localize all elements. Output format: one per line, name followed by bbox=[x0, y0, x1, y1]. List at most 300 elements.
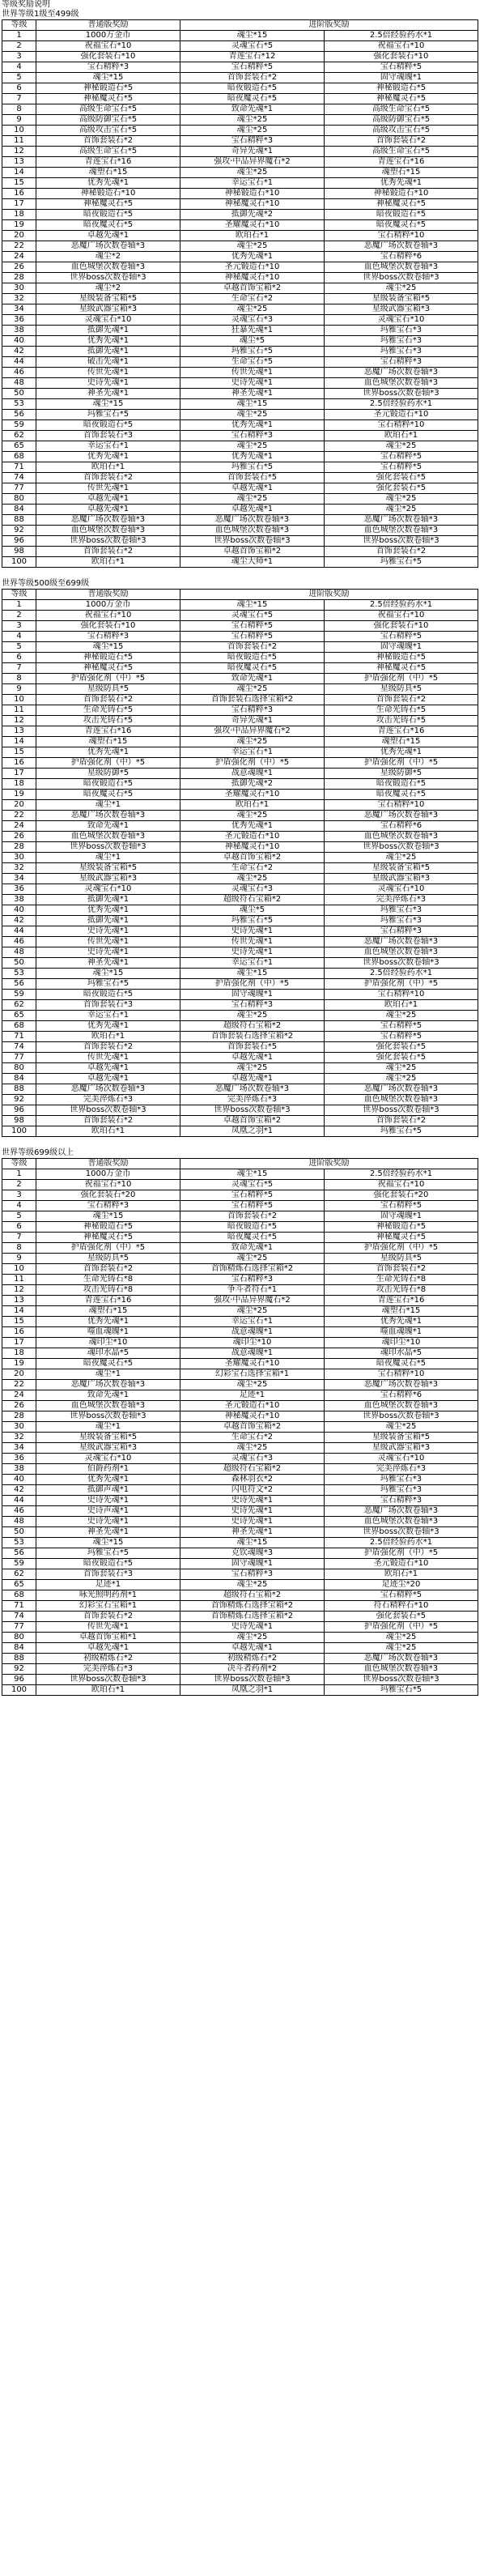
advanced-reward-cell: 战意魂魄*1 bbox=[180, 769, 325, 779]
level-cell: 42 bbox=[2, 916, 36, 926]
table-row bbox=[2, 958, 478, 969]
level-cell: 92 bbox=[2, 1095, 36, 1105]
advanced-reward-cell: 圣耀魔灵石*10 bbox=[180, 220, 325, 231]
normal-reward-cell: 幻彩宝石宝箱*1 bbox=[36, 1601, 180, 1612]
table-row bbox=[2, 1233, 478, 1243]
normal-reward-cell: 星级防具*5 bbox=[36, 1254, 180, 1264]
advanced-reward-cell: 欧珀石*1 bbox=[180, 231, 325, 241]
advanced-reward-cell: 首饰套装石*2 bbox=[325, 547, 478, 557]
table-row bbox=[2, 811, 478, 821]
reward-table bbox=[2, 1158, 478, 1696]
advanced-reward-cell: 完美淬炼石*3 bbox=[180, 1095, 325, 1105]
level-cell: 4 bbox=[2, 62, 36, 73]
normal-reward-cell: 首饰套装石*2 bbox=[36, 1116, 180, 1126]
normal-reward-cell: 卓越先魂*1 bbox=[36, 1063, 180, 1074]
level-cell: 100 bbox=[2, 557, 36, 568]
table-row bbox=[2, 990, 478, 1000]
table-row bbox=[2, 104, 478, 115]
table-row bbox=[2, 1527, 478, 1538]
normal-reward-cell: 青莲宝石*16 bbox=[36, 726, 180, 737]
advanced-reward-cell: 血色城堡次数卷轴*3 bbox=[325, 832, 478, 842]
level-cell: 30 bbox=[2, 853, 36, 863]
table-row bbox=[2, 1664, 478, 1675]
advanced-reward-cell: 圣元锻造石*10 bbox=[325, 410, 478, 420]
table-row bbox=[2, 916, 478, 926]
level-cell: 15 bbox=[2, 178, 36, 189]
table-row bbox=[2, 326, 478, 336]
table-row bbox=[2, 336, 478, 347]
level-cell: 5 bbox=[2, 642, 36, 653]
advanced-reward-cell: 玛雅宝石*3 bbox=[325, 1485, 478, 1496]
table-row bbox=[2, 1275, 478, 1285]
table-row bbox=[2, 1443, 478, 1454]
advanced-reward-cell: 欧珀石*1 bbox=[325, 1000, 478, 1011]
level-cell: 16 bbox=[2, 1327, 36, 1338]
advanced-reward-cell: 优秀先魂*1 bbox=[325, 178, 478, 189]
advanced-reward-cell: 超级符石宝箱*2 bbox=[180, 1021, 325, 1032]
normal-reward-cell: 血色城堡次数卷轴*3 bbox=[36, 832, 180, 842]
advanced-reward-cell: 闪电符文*2 bbox=[180, 1485, 325, 1496]
level-cell: 59 bbox=[2, 990, 36, 1000]
normal-reward-cell: 暗夜魔灵石*5 bbox=[36, 790, 180, 800]
normal-reward-cell: 史诗先魂*1 bbox=[36, 1496, 180, 1506]
level-cell: 42 bbox=[2, 1485, 36, 1496]
normal-reward-cell: 史诗先魂*1 bbox=[36, 926, 180, 937]
normal-reward-cell: 卓越首饰宝箱*1 bbox=[36, 1633, 180, 1643]
advanced-reward-cell: 强攻·中品异界魔石*2 bbox=[180, 726, 325, 737]
advanced-reward-cell: 足迹*1 bbox=[180, 1390, 325, 1401]
level-cell: 46 bbox=[2, 1506, 36, 1517]
advanced-reward-cell: 魂尘*5 bbox=[180, 905, 325, 916]
advanced-reward-cell: 史诗先魂*1 bbox=[180, 1506, 325, 1517]
table-row bbox=[2, 1485, 478, 1496]
level-cell: 26 bbox=[2, 262, 36, 273]
advanced-reward-cell: 魂尘*25 bbox=[180, 115, 325, 126]
advanced-reward-cell: 魂尘*25 bbox=[180, 441, 325, 452]
normal-reward-cell: 首饰套装石*3 bbox=[36, 431, 180, 441]
table-row bbox=[2, 758, 478, 769]
advanced-reward-cell: 魂印水晶*5 bbox=[325, 1348, 478, 1359]
level-cell: 84 bbox=[2, 1643, 36, 1654]
table-row bbox=[2, 1475, 478, 1485]
table-row bbox=[2, 979, 478, 990]
table-row bbox=[2, 1369, 478, 1380]
table-row bbox=[2, 1633, 478, 1643]
advanced-reward-cell: 世界boss次数卷轴*3 bbox=[325, 1675, 478, 1685]
table-row bbox=[2, 1580, 478, 1590]
table-row bbox=[2, 1063, 478, 1074]
level-cell: 20 bbox=[2, 800, 36, 811]
normal-reward-cell: 抵御先魂*1 bbox=[36, 347, 180, 357]
normal-reward-cell: 史诗先魂*1 bbox=[36, 947, 180, 958]
advanced-reward-cell: 宝石精粹*10 bbox=[325, 231, 478, 241]
table-row bbox=[2, 1422, 478, 1433]
level-cell: 13 bbox=[2, 1296, 36, 1306]
advanced-reward-cell: 卓越首饰宝箱*2 bbox=[180, 283, 325, 294]
advanced-reward-cell: 护盾强化剂（中）*5 bbox=[180, 979, 325, 990]
advanced-reward-cell: 致命先魂*1 bbox=[180, 104, 325, 115]
table-row bbox=[2, 41, 478, 52]
advanced-reward-cell: 暗夜锻造石*5 bbox=[325, 210, 478, 220]
advanced-reward-cell: 圣元锻造石*10 bbox=[180, 1401, 325, 1411]
normal-reward-cell: 生命光铸石*5 bbox=[36, 705, 180, 716]
level-cell: 68 bbox=[2, 452, 36, 462]
advanced-reward-cell: 魂尘*25 bbox=[325, 505, 478, 515]
advanced-reward-cell: 宝石精粹*10 bbox=[325, 420, 478, 431]
advanced-reward-cell: 欧珀石*1 bbox=[325, 1569, 478, 1580]
advanced-reward-cell: 宝石精粹*5 bbox=[180, 632, 325, 642]
normal-reward-cell: 青莲宝石*16 bbox=[36, 1296, 180, 1306]
normal-reward-cell: 魂尘*15 bbox=[36, 969, 180, 979]
advanced-reward-cell: 护盾强化剂（中）*5 bbox=[325, 1243, 478, 1254]
advanced-reward-cell: 灵魂宝石*10 bbox=[325, 1454, 478, 1464]
table-row bbox=[2, 1285, 478, 1296]
level-cell: 30 bbox=[2, 1422, 36, 1433]
advanced-reward-cell: 血色城堡次数卷轴*3 bbox=[325, 1401, 478, 1411]
advanced-reward-cell: 宝石精粹*3 bbox=[180, 1000, 325, 1011]
normal-reward-cell: 首饰套装石*2 bbox=[36, 1042, 180, 1053]
level-cell: 24 bbox=[2, 1390, 36, 1401]
table-row bbox=[2, 557, 478, 568]
level-cell: 5 bbox=[2, 1211, 36, 1222]
level-cell: 28 bbox=[2, 1411, 36, 1422]
advanced-reward-cell: 魂塑石*15 bbox=[325, 168, 478, 178]
table-row bbox=[2, 1306, 478, 1317]
advanced-reward-cell: 固守魂魄*1 bbox=[325, 73, 478, 83]
advanced-reward-cell: 暗夜魔灵石*5 bbox=[180, 1233, 325, 1243]
advanced-reward-cell: 护盾强化剂（中）*5 bbox=[325, 1622, 478, 1633]
advanced-reward-cell: 宝石精粹*5 bbox=[325, 62, 478, 73]
advanced-reward-cell: 世界boss次数卷轴*3 bbox=[325, 273, 478, 283]
level-cell: 80 bbox=[2, 494, 36, 505]
advanced-reward-cell: 首饰套装石*2 bbox=[325, 136, 478, 147]
level-cell: 50 bbox=[2, 389, 36, 399]
table-row bbox=[2, 73, 478, 83]
advanced-reward-cell: 卓越首饰宝箱*2 bbox=[180, 547, 325, 557]
level-cell: 26 bbox=[2, 832, 36, 842]
advanced-reward-cell: 血色城堡次数卷轴*3 bbox=[325, 947, 478, 958]
level-cell: 44 bbox=[2, 926, 36, 937]
advanced-reward-cell: 世界boss次数卷轴*3 bbox=[180, 1675, 325, 1685]
advanced-reward-cell: 超级符石宝箱*2 bbox=[180, 1590, 325, 1601]
advanced-reward-cell: 决斗者药剂*2 bbox=[180, 1664, 325, 1675]
advanced-reward-cell: 神秘魔灵石*5 bbox=[325, 199, 478, 210]
level-cell: 38 bbox=[2, 1464, 36, 1475]
normal-reward-cell: 魂尘*15 bbox=[36, 73, 180, 83]
table-row bbox=[2, 600, 478, 611]
table-row bbox=[2, 262, 478, 273]
normal-reward-cell: 魂尘*15 bbox=[36, 399, 180, 410]
advanced-reward-cell: 宝石精粹*5 bbox=[180, 62, 325, 73]
normal-reward-cell: 优秀先魂*1 bbox=[36, 747, 180, 758]
table-row bbox=[2, 431, 478, 441]
advanced-reward-cell: 灵魂宝石*5 bbox=[180, 1180, 325, 1190]
advanced-reward-cell: 宝石精粹*5 bbox=[180, 1201, 325, 1211]
normal-reward-cell: 神秘魔灵石*5 bbox=[36, 1233, 180, 1243]
advanced-reward-cell: 魂尘*25 bbox=[180, 874, 325, 884]
normal-reward-cell: 血色城堡次数卷轴*3 bbox=[36, 262, 180, 273]
table-row bbox=[2, 1559, 478, 1569]
table-row bbox=[2, 378, 478, 389]
level-cell: 77 bbox=[2, 1053, 36, 1063]
level-cell: 2 bbox=[2, 611, 36, 621]
table-row bbox=[2, 147, 478, 157]
level-cell: 14 bbox=[2, 168, 36, 178]
level-cell: 17 bbox=[2, 1338, 36, 1348]
normal-reward-cell: 完美淬炼石*3 bbox=[36, 1095, 180, 1105]
advanced-reward-cell: 卓越首饰宝箱*2 bbox=[180, 1422, 325, 1433]
table-row bbox=[2, 663, 478, 674]
table-row bbox=[2, 452, 478, 462]
table-row bbox=[2, 632, 478, 642]
advanced-reward-cell: 宝石精粹*3 bbox=[325, 1496, 478, 1506]
advanced-reward-cell: 血色城堡次数卷轴*3 bbox=[325, 1517, 478, 1527]
level-cell: 22 bbox=[2, 241, 36, 252]
table-row bbox=[2, 462, 478, 473]
level-cell: 1 bbox=[2, 1169, 36, 1180]
advanced-reward-cell: 史诗先魂*1 bbox=[180, 947, 325, 958]
table-header-row bbox=[2, 1159, 478, 1169]
table-row bbox=[2, 315, 478, 326]
level-cell: 59 bbox=[2, 1559, 36, 1569]
advanced-reward-cell: 魂尘*25 bbox=[180, 1380, 325, 1390]
level-cell: 12 bbox=[2, 716, 36, 726]
advanced-reward-cell: 强化套装石*20 bbox=[325, 1190, 478, 1201]
normal-reward-cell: 抵御先魂*1 bbox=[36, 916, 180, 926]
advanced-reward-cell: 宝石精粹*10 bbox=[325, 800, 478, 811]
normal-reward-cell: 宝石精粹*3 bbox=[36, 62, 180, 73]
level-cell: 24 bbox=[2, 252, 36, 262]
advanced-reward-cell: 足迹尘*20 bbox=[325, 1580, 478, 1590]
column-header: 进阶版奖励 bbox=[180, 20, 478, 31]
table-row bbox=[2, 821, 478, 832]
advanced-reward-cell: 星级装备宝箱*5 bbox=[325, 294, 478, 304]
advanced-reward-cell: 暗夜锻造石*5 bbox=[180, 83, 325, 94]
normal-reward-cell: 神秘魔灵石*5 bbox=[36, 199, 180, 210]
advanced-reward-cell: 欧珀石*1 bbox=[325, 431, 478, 441]
advanced-reward-cell: 血色城堡次数卷轴*3 bbox=[325, 378, 478, 389]
normal-reward-cell: 优秀先魂*1 bbox=[36, 905, 180, 916]
table-row bbox=[2, 1222, 478, 1233]
table-row bbox=[2, 621, 478, 632]
advanced-reward-cell: 卓越先魂*1 bbox=[180, 505, 325, 515]
advanced-reward-cell: 强化套装石*5 bbox=[325, 1612, 478, 1622]
advanced-reward-cell: 魂尘*25 bbox=[180, 241, 325, 252]
normal-reward-cell: 卓越先魂*1 bbox=[36, 1643, 180, 1654]
advanced-reward-cell: 首饰套装石选择宝箱*2 bbox=[180, 695, 325, 705]
table-row bbox=[2, 1685, 478, 1696]
table-row bbox=[2, 357, 478, 368]
advanced-reward-cell: 生命宝石*2 bbox=[180, 863, 325, 874]
advanced-reward-cell: 灵魂宝石*5 bbox=[180, 41, 325, 52]
normal-reward-cell: 首饰套装石*3 bbox=[36, 1000, 180, 1011]
normal-reward-cell: 首饰套装石*3 bbox=[36, 1569, 180, 1580]
normal-reward-cell: 玛雅宝石*5 bbox=[36, 410, 180, 420]
advanced-reward-cell: 首饰精炼石选择宝箱*2 bbox=[180, 1612, 325, 1622]
normal-reward-cell: 暗夜锻造石*5 bbox=[36, 990, 180, 1000]
table-row bbox=[2, 684, 478, 695]
advanced-reward-cell: 灵魂宝石*3 bbox=[180, 315, 325, 326]
level-cell: 98 bbox=[2, 1116, 36, 1126]
advanced-reward-cell: 灵魂宝石*3 bbox=[180, 884, 325, 895]
advanced-reward-cell: 玛雅宝石*5 bbox=[325, 1685, 478, 1696]
level-cell: 20 bbox=[2, 231, 36, 241]
level-cell: 34 bbox=[2, 1443, 36, 1454]
normal-reward-cell: 欧珀石*1 bbox=[36, 557, 180, 568]
advanced-reward-cell: 高级生命宝石*5 bbox=[325, 104, 478, 115]
level-cell: 3 bbox=[2, 621, 36, 632]
level-cell: 56 bbox=[2, 410, 36, 420]
table-row bbox=[2, 505, 478, 515]
normal-reward-cell: 传世先魂*1 bbox=[36, 1622, 180, 1633]
advanced-reward-cell: 暗夜锻造石*5 bbox=[180, 1222, 325, 1233]
normal-reward-cell: 神秘锻造石*10 bbox=[36, 189, 180, 199]
normal-reward-cell: 血色城堡次数卷轴*3 bbox=[36, 526, 180, 536]
advanced-reward-cell: 生命宝石*5 bbox=[180, 357, 325, 368]
advanced-reward-cell: 玛雅宝石*3 bbox=[325, 326, 478, 336]
normal-reward-cell: 神秘锻造石*5 bbox=[36, 83, 180, 94]
level-cell: 77 bbox=[2, 483, 36, 494]
advanced-reward-cell: 抵御先魂*2 bbox=[180, 779, 325, 790]
normal-reward-cell: 神秘锻造石*5 bbox=[36, 653, 180, 663]
advanced-reward-cell: 神秘魔灵石*10 bbox=[180, 199, 325, 210]
advanced-reward-cell: 玛雅宝石*3 bbox=[325, 916, 478, 926]
table-row bbox=[2, 842, 478, 853]
level-cell: 56 bbox=[2, 1548, 36, 1559]
normal-reward-cell: 星级装备宝箱*5 bbox=[36, 294, 180, 304]
advanced-reward-cell: 圣元锻造石*10 bbox=[180, 832, 325, 842]
advanced-reward-cell: 幻彩宝石选择宝箱*1 bbox=[180, 1369, 325, 1380]
column-header: 普通版奖励 bbox=[36, 20, 180, 31]
table-row bbox=[2, 252, 478, 262]
advanced-reward-cell: 优秀先魂*1 bbox=[325, 747, 478, 758]
normal-reward-cell: 神秘锻造石*5 bbox=[36, 1222, 180, 1233]
level-cell: 6 bbox=[2, 83, 36, 94]
table-row bbox=[2, 1517, 478, 1527]
advanced-reward-cell: 首饰套装石*2 bbox=[180, 1211, 325, 1222]
level-cell: 6 bbox=[2, 653, 36, 663]
level-cell: 53 bbox=[2, 399, 36, 410]
normal-reward-cell: 神圣先魂*1 bbox=[36, 389, 180, 399]
table-row bbox=[2, 31, 478, 41]
normal-reward-cell: 神秘魔灵石*5 bbox=[36, 663, 180, 674]
normal-reward-cell: 攻击光铸石*5 bbox=[36, 716, 180, 726]
level-cell: 16 bbox=[2, 189, 36, 199]
table-row bbox=[2, 83, 478, 94]
level-cell: 71 bbox=[2, 462, 36, 473]
advanced-reward-cell: 宝石精粹*3 bbox=[325, 357, 478, 368]
level-cell: 65 bbox=[2, 1011, 36, 1021]
table-row bbox=[2, 874, 478, 884]
normal-reward-cell: 幸运宝石*1 bbox=[36, 441, 180, 452]
advanced-reward-cell: 狂暴先魂*1 bbox=[180, 326, 325, 336]
advanced-reward-cell: 护盾强化剂（中）*5 bbox=[325, 1548, 478, 1559]
table-row bbox=[2, 220, 478, 231]
table-row bbox=[2, 1464, 478, 1475]
advanced-reward-cell: 宝石精粹*6 bbox=[325, 821, 478, 832]
advanced-reward-cell: 恶魔广场次数卷轴*3 bbox=[325, 241, 478, 252]
table-row bbox=[2, 1095, 478, 1105]
level-cell: 34 bbox=[2, 304, 36, 315]
normal-reward-cell: 神圣先魂*1 bbox=[36, 1527, 180, 1538]
normal-reward-cell: 魂尘*15 bbox=[36, 642, 180, 653]
advanced-reward-cell: 世界boss次数卷轴*3 bbox=[325, 389, 478, 399]
level-cell: 17 bbox=[2, 199, 36, 210]
advanced-reward-cell: 魂尘*25 bbox=[180, 126, 325, 136]
level-cell: 18 bbox=[2, 210, 36, 220]
level-cell: 19 bbox=[2, 1359, 36, 1369]
advanced-reward-cell: 宝石精粹*3 bbox=[180, 136, 325, 147]
advanced-reward-cell: 2.5倍经验药水*1 bbox=[325, 1538, 478, 1548]
table-row bbox=[2, 653, 478, 663]
normal-reward-cell: 致命先魂*1 bbox=[36, 821, 180, 832]
level-cell: 68 bbox=[2, 1590, 36, 1601]
section-gap bbox=[0, 1137, 484, 1148]
advanced-reward-cell: 宝石精粹*5 bbox=[180, 621, 325, 632]
level-cell: 74 bbox=[2, 1612, 36, 1622]
table-row bbox=[2, 115, 478, 126]
level-cell: 34 bbox=[2, 874, 36, 884]
advanced-reward-cell: 宝石精粹*10 bbox=[325, 1369, 478, 1380]
advanced-reward-cell: 魂尘*5 bbox=[180, 336, 325, 347]
advanced-reward-cell: 卓越首饰宝箱*2 bbox=[180, 1116, 325, 1126]
advanced-reward-cell: 初级精炼石*2 bbox=[180, 1654, 325, 1664]
table-row bbox=[2, 1264, 478, 1275]
table-row bbox=[2, 726, 478, 737]
advanced-reward-cell: 神秘锻造石*5 bbox=[325, 653, 478, 663]
normal-reward-cell: 首饰套装石*2 bbox=[36, 1612, 180, 1622]
advanced-reward-cell: 魂尘*25 bbox=[325, 1011, 478, 1021]
table-row bbox=[2, 1401, 478, 1411]
advanced-reward-cell: 神秘锻造石*10 bbox=[180, 189, 325, 199]
table-row bbox=[2, 1074, 478, 1084]
table-row bbox=[2, 695, 478, 705]
level-cell: 22 bbox=[2, 811, 36, 821]
table-row bbox=[2, 926, 478, 937]
table-row bbox=[2, 1126, 478, 1137]
table-row bbox=[2, 1496, 478, 1506]
normal-reward-cell: 强化套装石*10 bbox=[36, 621, 180, 632]
advanced-reward-cell: 战意魂魄*1 bbox=[180, 1348, 325, 1359]
level-cell: 32 bbox=[2, 863, 36, 874]
normal-reward-cell: 世界boss次数卷轴*3 bbox=[36, 1675, 180, 1685]
normal-reward-cell: 祝福宝石*10 bbox=[36, 1180, 180, 1190]
table-row bbox=[2, 389, 478, 399]
level-cell: 3 bbox=[2, 1190, 36, 1201]
normal-reward-cell: 优秀先魂*1 bbox=[36, 1021, 180, 1032]
table-row bbox=[2, 1569, 478, 1580]
level-cell: 98 bbox=[2, 547, 36, 557]
level-cell: 48 bbox=[2, 378, 36, 389]
advanced-reward-cell: 魂尘*15 bbox=[180, 600, 325, 611]
advanced-reward-cell: 高级攻击宝石*5 bbox=[325, 126, 478, 136]
normal-reward-cell: 暗夜锻造石*5 bbox=[36, 1559, 180, 1569]
level-cell: 6 bbox=[2, 1222, 36, 1233]
normal-reward-cell: 传世先魂*1 bbox=[36, 1053, 180, 1063]
level-cell: 7 bbox=[2, 1233, 36, 1243]
advanced-reward-cell: 传世先魂*1 bbox=[180, 937, 325, 947]
table-row bbox=[2, 547, 478, 557]
normal-reward-cell: 高级攻击宝石*5 bbox=[36, 126, 180, 136]
advanced-reward-cell: 2.5倍经验药水*1 bbox=[325, 399, 478, 410]
advanced-reward-cell: 强化套装石*5 bbox=[325, 473, 478, 483]
level-cell: 44 bbox=[2, 357, 36, 368]
advanced-reward-cell: 优秀先魂*1 bbox=[180, 420, 325, 431]
level-cell: 88 bbox=[2, 1654, 36, 1664]
advanced-reward-cell: 世界boss次数卷轴*3 bbox=[325, 536, 478, 547]
advanced-reward-cell: 神秘魔灵石*5 bbox=[325, 1233, 478, 1243]
table-row bbox=[2, 210, 478, 220]
